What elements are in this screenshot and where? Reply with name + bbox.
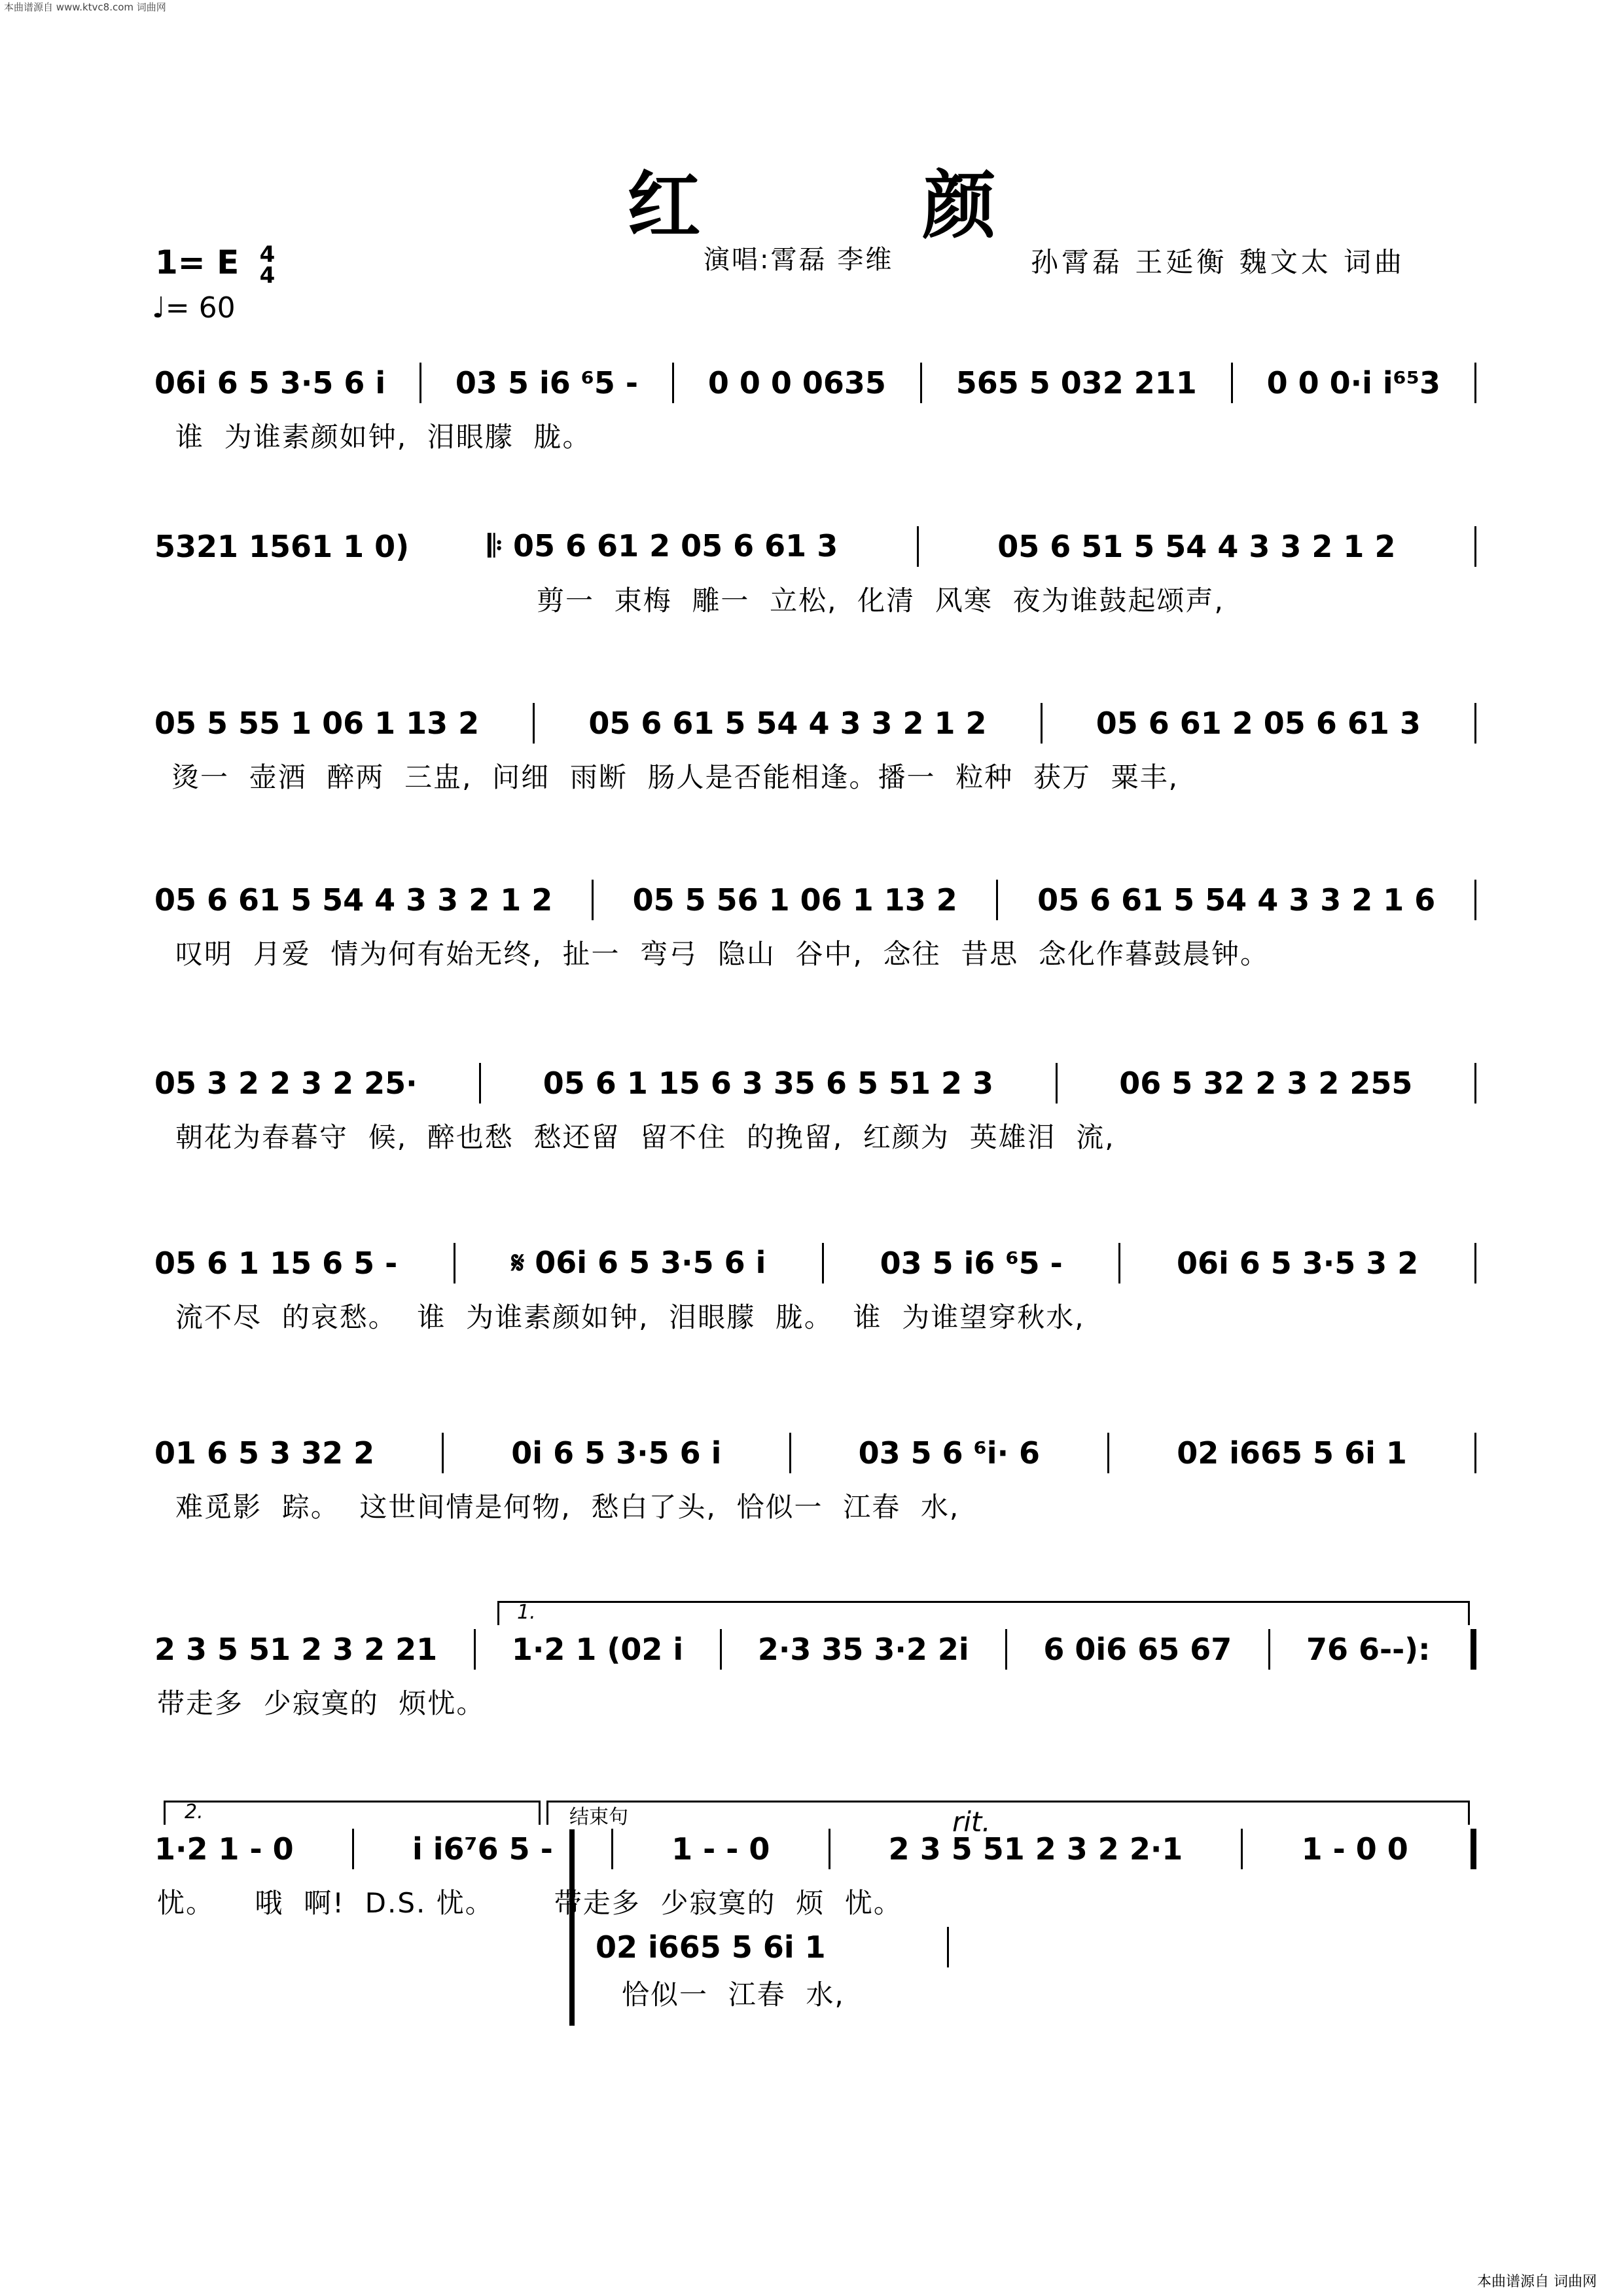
barline [479,1063,481,1103]
barline [442,1433,444,1473]
source-footer: 本曲谱源自 词曲网 [1477,2274,1597,2290]
barline [533,703,535,744]
barline [829,1829,830,1869]
barline [1118,1243,1120,1283]
time-sig-top: 4 [259,241,276,268]
measure: 05 6 61 5 54 4 3 3 2 1 2 [154,882,553,918]
measure: 1 - - 0 [671,1831,770,1867]
measure: i i6⁷6 5 - [412,1831,553,1867]
ossia-lyrics: 恰似一 江春 水, [622,1979,845,2011]
barline [1241,1829,1243,1869]
measure: 1·2 1 (02 i [511,1632,684,1667]
measure: 𝄋 06i 6 5 3·5 6 i [511,1245,766,1280]
measure: 05 5 56 1 06 1 13 2 [632,882,957,918]
barline [920,363,922,403]
lyrics-row: 流不尽 的哀愁。 谁 为谁素颜如钟, 泪眼朦 胧。 谁 为谁望穿秋水, [175,1301,1085,1333]
notes-row [154,1064,1476,1103]
measure: 2 3 5 51 2 3 2 2·1 [888,1831,1183,1867]
singers: 演唱:霄磊 李维 [704,245,894,275]
measure: 5321 1561 1 0) [154,529,410,564]
measure: 2 3 5 51 2 3 2 21 [154,1632,438,1667]
measure: 0 0 0·i i⁶⁵3 [1266,365,1440,401]
barline [592,880,594,920]
barline [1231,363,1233,403]
barline [1056,1063,1058,1103]
measure: 565 5 032 211 [955,365,1197,401]
key-label: 1= E [155,243,240,281]
key-signature [155,241,276,289]
coda-label: 结束句 [569,1806,628,1829]
measure: 05 6 51 5 54 4 3 3 2 1 2 [997,529,1396,564]
measure: 05 3 2 2 3 2 25· [154,1066,418,1101]
coda-bracket [546,1801,1470,1825]
barline [1474,526,1476,567]
notes-row [154,704,1476,743]
lyrics-row: 叹明 月爱 情为何有始无终, 扯一 弯弓 隐山 谷中, 念往 昔思 念化作暮鼓晨钟。 [175,938,1270,970]
barline [474,1629,476,1670]
song-title: 红 颜 [627,164,1094,249]
measure: 05 6 1 15 6 5 - [154,1246,398,1281]
measure: 1·2 1 - 0 [154,1831,294,1867]
measure: 05 5 55 1 06 1 13 2 [154,706,480,741]
barline [917,526,919,567]
first-ending-label: 1. [517,1601,536,1624]
measure: 0 0 0 0635 [707,365,886,401]
measure: 03 5 i6 ⁶5 - [880,1246,1063,1281]
measure: 1 - 0 0 [1301,1831,1408,1867]
tempo-marking: ♩= 60 [152,291,236,325]
measure: 06 5 32 2 3 2 255 [1119,1066,1413,1101]
time-sig-bottom: 4 [259,262,276,289]
first-ending-bracket [497,1601,1470,1625]
measure: 05 6 61 5 54 4 3 3 2 1 6 [1037,882,1436,918]
ossia-notes [596,1928,949,1967]
lyrics-row: 带走多 少寂寞的 烦忧。 [157,1687,486,1719]
barline [611,1829,613,1869]
notes-row [154,1433,1476,1473]
lyrics-row: 难觅影 踪。 这世间情是何物, 愁白了头, 恰似一 江春 水, [175,1491,960,1523]
barline [822,1243,824,1283]
second-ending-bracket [164,1801,541,1825]
barline [1474,1243,1476,1283]
final-repeat-barline [1471,1629,1476,1670]
barline [947,1927,949,1967]
measure: 02 i665 5 6i 1 [1177,1435,1407,1471]
source-banner: 本曲谱源自 www.ktvc8.com 词曲网 [4,1,166,13]
barline [996,880,998,920]
time-signature [259,241,276,289]
notes-row [154,1829,1476,1869]
barline [672,363,674,403]
notes-row [154,1630,1476,1669]
notes-row [154,363,1476,403]
ossia-measure: 02 i665 5 6i 1 [596,1929,826,1965]
rit-marking: rit. [952,1806,991,1838]
lyrics-row: 朝花为春暮守 候, 醉也愁 愁还留 留不住 的挽留, 红颜为 英雄泪 流, [175,1121,1115,1153]
measure: 05 6 61 5 54 4 3 3 2 1 2 [588,706,987,741]
lyrics-row: 谁 为谁素颜如钟, 泪眼朦 胧。 [175,421,592,453]
credits: 孙霄磊 王延衡 魏文太 词曲 [1031,246,1406,278]
notes-row [154,527,1476,566]
measure: 01 6 5 3 32 2 [154,1435,375,1471]
barline [720,1629,722,1670]
barline [789,1433,791,1473]
measure: 05 6 61 2 05 6 61 3 [1096,706,1421,741]
notes-row [154,880,1476,920]
lyrics-row: 忧。 哦 啊! D.S. 忧。 带走多 少寂寞的 烦 忧。 [157,1887,902,1919]
final-barline [1471,1829,1476,1869]
barline [1474,1433,1476,1473]
barline [1474,703,1476,744]
measure: 06i 6 5 3·5 3 2 [1176,1246,1419,1281]
measure: 03 5 6 ⁶i· 6 [858,1435,1041,1471]
barline [1474,880,1476,920]
barline [1474,363,1476,403]
barline [1005,1629,1007,1670]
measure: 76 6--): [1306,1632,1431,1667]
lyrics-row: 剪一 束梅 雕一 立松, 化清 风寒 夜为谁鼓起颂声, [537,584,1224,617]
measure: 6 0i6 65 67 [1043,1632,1232,1667]
barline [419,363,421,403]
second-ending-label: 2. [185,1801,204,1823]
barline [1268,1629,1270,1670]
measure: 𝄆 05 6 61 2 05 6 61 3 [488,528,838,564]
barline [352,1829,354,1869]
barline [1474,1063,1476,1103]
measure: 2·3 35 3·2 2i [757,1632,969,1667]
lyrics-row: 烫一 壶酒 醉两 三盅, 问细 雨断 肠人是否能相逢。播一 粒种 获万 粟丰, [171,761,1179,793]
measure: 0i 6 5 3·5 6 i [511,1435,722,1471]
barline [454,1243,455,1283]
notes-row [154,1244,1476,1283]
measure: 03 5 i6 ⁶5 - [455,365,639,401]
measure: 05 6 1 15 6 3 35 6 5 51 2 3 [543,1066,994,1101]
measure: 06i 6 5 3·5 6 i [154,365,386,401]
barline [1041,703,1043,744]
barline [1107,1433,1109,1473]
